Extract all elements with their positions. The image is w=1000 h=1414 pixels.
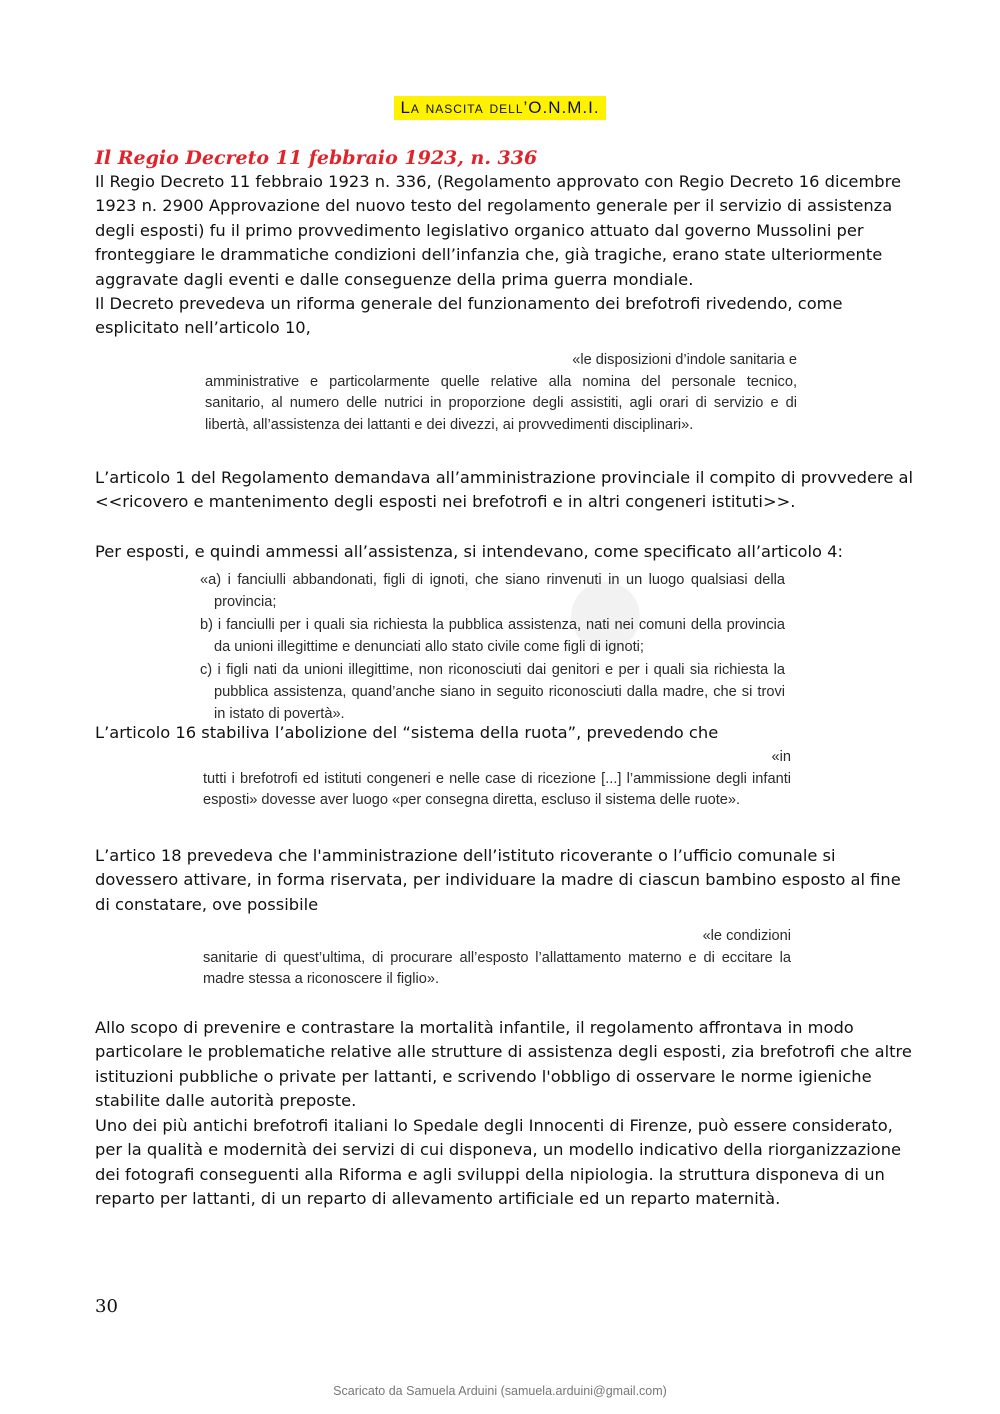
quote-article-4-list (200, 570, 785, 727)
quote-article-10-body: amministrative e particolarmente quelle relative alla nomina del personale tecnico, sanitario, al numero delle nutrici in proporzione degli assistiti, agli orari di servizio e di libertà, all’assistenza dei lattanti e dei divezzi, ai provvedimenti disciplinari». (205, 373, 797, 433)
quote-article-16-lead: «in (771, 749, 791, 765)
paragraph-article-16: L’articolo 16 stabiliva l’abolizione del “sistema della ruota”, prevedendo che (95, 723, 719, 742)
paragraph-article-18: L’artico 18 prevedeva che l'amministrazione dell’istituto ricoverante o l’ufficio comunale si dovessero attivare, in forma riservata, per individuare la madre di ciascun bambino esposto al fine di constatare, ove possibile (95, 846, 901, 914)
paragraph-article-1: L’articolo 1 del Regolamento demandava all’amministrazione provinciale il compito di provvedere al <<ricovero e mantenimento degli esposti nei brefotrofi e in altri congeneri istituti>>. (95, 468, 914, 512)
paragraph-mortality: Allo scopo di prevenire e contrastare la mortalità infantile, il regolamento affrontava in modo particolare le problematiche relative alle strutture di assistenza degli esposti, zia brefotrofi che altre istituzioni pubbliche o private per lattanti, e scrivendo l'obbligo di osservare le norme igieniche stabilite dalle autorità preposte. (95, 1018, 912, 1111)
section-heading: Il Regio Decreto 11 febbraio 1923, n. 336 (95, 147, 538, 169)
page-title (0, 96, 1000, 120)
paragraph-intro: Il Regio Decreto 11 febbraio 1923 n. 336, (Regolamento approvato con Regio Decreto 16 dicembre 1923 n. 2900 Approvazione del nuovo testo del regolamento generale per il servizio di assistenza degli esposti) fu il primo provvedimento legislativo organico attuato dal governo Mussolini per fronteggiare le drammatiche condizioni dell’infanzia che, già tragiche, erano state ulteriormente aggravate dagli eventi e dalle conseguenze della prima guerra mondiale. (95, 172, 901, 289)
quote-article-18 (203, 926, 791, 991)
paragraph-innocenti: Uno dei più antichi brefotrofi italiani lo Spedale degli Innocenti di Firenze, può essere considerato, per la qualità e modernità dei servizi di cui disponeva, un modello indicativo della riorganizzazione dei fotografi conseguenti alla Riforma e agli sviluppi della nipiologia. la struttura disponeva di un reparto per lattanti, di un reparto di allevamento artificiale ed un reparto maternità. (95, 1116, 902, 1209)
quote-article-10 (205, 350, 797, 436)
quote-list-item-a: «a) i fanciulli abbandonati, figli di ignoti, che siano rinvenuti in un luogo qualsiasi della provincia; (200, 572, 785, 610)
quote-article-18-body: sanitarie di quest’ultima, di procurare all’esposto l’allattamento materno e di eccitare la madre stessa a riconoscere il figlio». (203, 949, 791, 988)
download-footer: Scaricato da Samuela Arduini (samuela.arduini@gmail.com) (333, 1384, 667, 1398)
background-watermark: ● (534, 552, 665, 673)
quote-article-16-body: tutti i brefotrofi ed istituti congeneri e nelle case di ricezione [...] l’ammissione degli infanti esposti» dovesse aver luogo «per consegna diretta, escluso il sistema delle ruote». (203, 770, 791, 809)
page-title-text: La nascita dell’O.N.M.I. (394, 96, 605, 120)
paragraph-article-4: Per esposti, e quindi ammessi all’assistenza, si intendevano, come specificato all’articolo 4: (95, 542, 844, 561)
quote-article-10-lead: «le disposizioni d’indole sanitaria e (572, 352, 797, 368)
page-number: 30 (95, 1296, 118, 1317)
quote-list-item-c: c) i figli nati da unioni illegittime, non riconosciuti dai genitori e per i quali sia richiesta la pubblica assistenza, quand’anche siano in seguito riconosciuti dalla madre, che si trovi in istato di povertà». (200, 662, 785, 722)
paragraph-article-10: Il Decreto prevedeva un riforma generale del funzionamento dei brefotrofi rivedendo, come esplicitato nell’articolo 10, (95, 294, 843, 338)
quote-article-16 (203, 747, 791, 812)
quote-article-18-lead: «le condizioni (702, 928, 791, 944)
quote-list-item-b: b) i fanciulli per i quali sia richiesta la pubblica assistenza, nati nei comuni della provincia da unioni illegittime e denunciati allo stato civile come figli di ignoti; (200, 617, 785, 655)
